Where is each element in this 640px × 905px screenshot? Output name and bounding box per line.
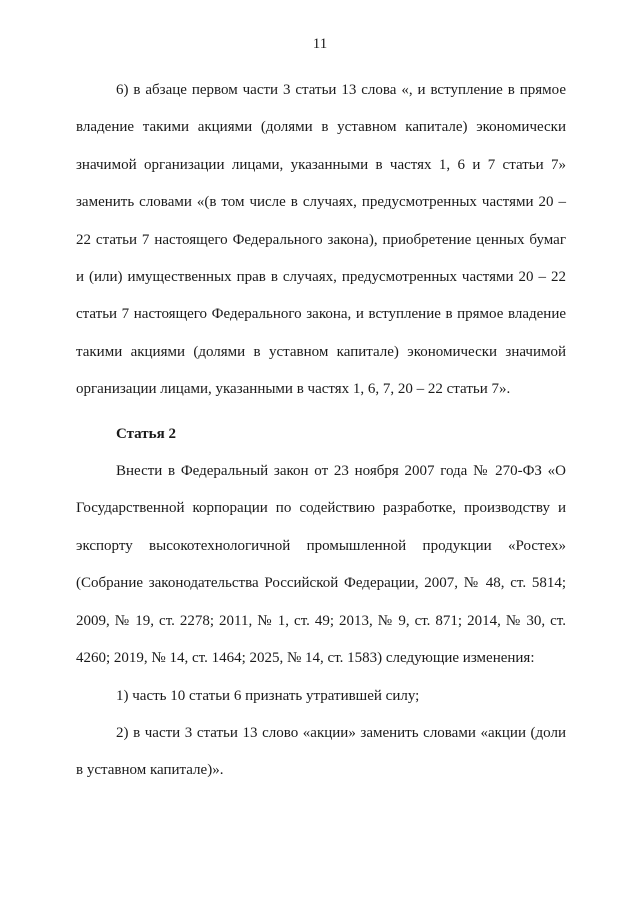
paragraph-item-2: 2) в части 3 статьи 13 слово «акции» заменить словами «акции (доли в уставном капитале)». — [76, 724, 566, 779]
paragraph-item-6: 6) в абзаце первом части 3 статьи 13 слова «, и вступление в прямое владение такими акциями (долями в уставном капитале) экономически значимой организации лицами, указанными в частях 1, 6 и 7 статьи 7» заменить словами «(в том числе в случаях, предусмотренных частями 20 – 22 статьи 7 настоящего Федерального закона), приобретение ценных бумаг и (или) имущественных прав в случаях, предусмотренных частями 20 – 22 статьи 7 настоящего Федерального закона, и вступление в прямое владение такими акциями (долями в уставном капитале) экономически значимой организации лицами, указанными в частях 1, 6, 7, 20 – 22 статьи 7». — [76, 82, 566, 398]
article-heading: Статья 2 — [116, 425, 176, 442]
page-number: 11 — [312, 36, 328, 52]
paragraph-amendment-intro: Внести в Федеральный закон от 23 ноября 2007 года № 270-ФЗ «О Государственной корпорации по содействию разработке, производству и экспорту высокотехнологичной промышленной продукции «Ростех» (Собрание законодательства Российской Федерации, 2007, № 48, ст. 5814; 2009, № 19, ст. 2278; 2011, № 1, ст. 49; 2013, № 9, ст. 871; 2014, № 30, ст. 4260; 2019, № 14, ст. 1464; 2025, № 14, ст. 1583) следующие изменения: — [76, 463, 566, 667]
document-body — [76, 72, 566, 790]
paragraph-item-1: 1) часть 10 статьи 6 признать утратившей силу; — [116, 687, 420, 704]
